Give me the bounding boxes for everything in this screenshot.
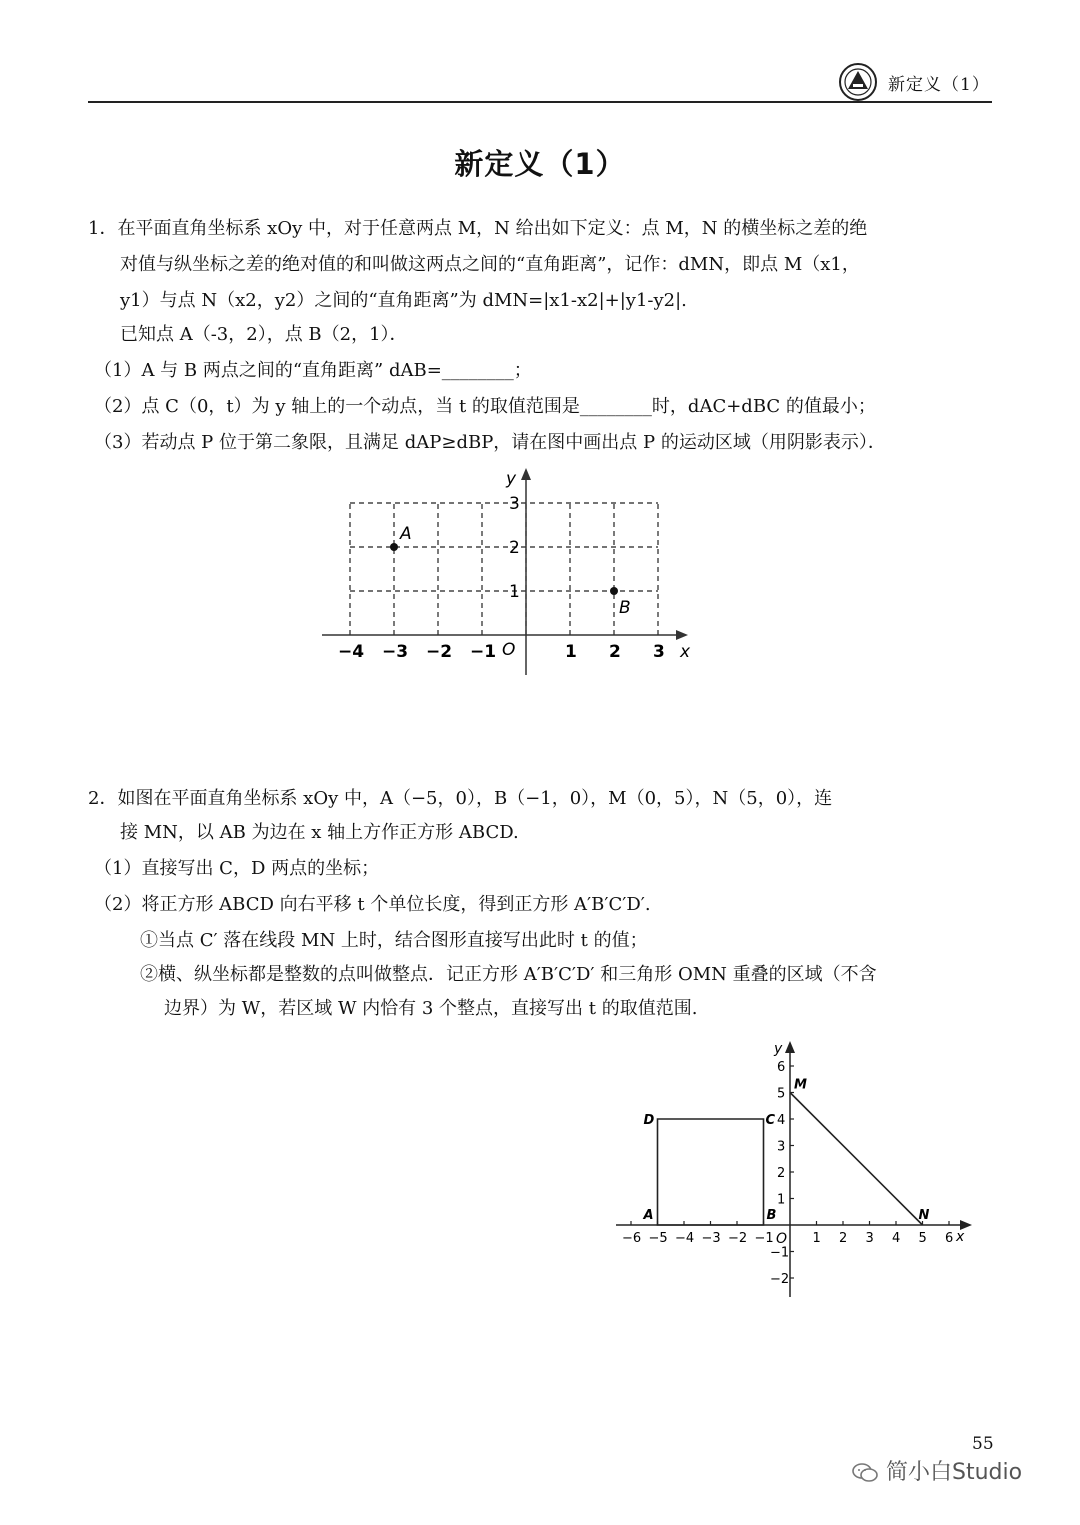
problem1-line1: 1．在平面直角坐标系 xOy 中，对于任意两点 M，N 给出如下定义：点 M，N 的横坐标之差的绝: [88, 218, 868, 239]
figure1-y-axis-label: y: [506, 469, 517, 489]
figure1-point-a: [390, 543, 398, 551]
figure1-point-label-a: A: [400, 524, 412, 544]
page-number: 55: [972, 1434, 994, 1454]
problem1-question2: （2）点 C（0，t）为 y 轴上的一个动点，当 t 的取值范围是________时，dAC+dBC 的值最小；: [94, 396, 876, 417]
figure1-y-tick-label: 1: [509, 582, 520, 602]
school-logo: [838, 62, 878, 102]
problem2-question2a: ①当点 C′ 落在线段 MN 上时，结合图形直接写出此时 t 的值；: [140, 930, 648, 951]
problem1-line2: 对值与纵坐标之差的绝对值的和叫做这两点之间的“直角距离”，记作：dMN，即点 M（x1，: [120, 254, 860, 275]
figure2-x-tick-label: −5: [648, 1231, 668, 1246]
problem2-question2b-line1: ②横、纵坐标都是整数的点叫做整点．记正方形 A′B′C′D′ 和三角形 OMN 重叠的区域（不含: [140, 964, 877, 985]
watermark-text: 简小白Studio: [886, 1460, 1023, 1485]
figure1-y-tick-label: 3: [509, 494, 520, 514]
figure2-y-tick-label: 1: [777, 1192, 786, 1208]
watermark: [852, 1455, 1022, 1486]
figure2-y-tick-label: −1: [770, 1245, 790, 1261]
figure2-x-tick-label: −1: [754, 1231, 774, 1246]
figure1-point-b: [610, 587, 618, 595]
figure2-point-label-c: C: [765, 1113, 776, 1128]
problem2-question2b-line2: 边界）为 W，若区域 W 内恰有 3 个整点，直接写出 t 的取值范围.: [164, 998, 698, 1019]
figure2-point-label-n: N: [918, 1208, 930, 1223]
figure2-origin-label: O: [776, 1231, 788, 1247]
figure1-x-tick-label: 1: [565, 642, 577, 662]
figure1-x-tick-label: −1: [470, 642, 497, 662]
figure2-y-tick-label: 2: [777, 1166, 786, 1181]
header-divider: [88, 101, 992, 103]
figure2-y-tick-label: 4: [777, 1113, 786, 1128]
problem1-line4: 已知点 A（-3，2），点 B（2，1）．: [120, 324, 408, 345]
figure2-x-tick-label: −6: [622, 1231, 642, 1246]
figure2-x-tick-label: −4: [675, 1231, 695, 1246]
figure2-x-tick-label: 1: [812, 1231, 821, 1246]
figure1-coordinate-grid: [310, 460, 710, 685]
figure2-x-axis-label: x: [956, 1229, 965, 1245]
problem2-question2: （2）将正方形 ABCD 向右平移 t 个单位长度，得到正方形 A′B′C′D′.: [94, 894, 651, 915]
figure1-x-tick-label: −3: [382, 642, 409, 662]
problem1-line3: y1）与点 N（x2，y2）之间的“直角距离”为 dMN=|x1-x2|+|y1-y2|.: [120, 290, 687, 311]
header-section-title: 新定义（1）: [888, 75, 990, 95]
figure2-point-label-b: B: [766, 1208, 777, 1223]
figure2-x-tick-label: 4: [892, 1231, 901, 1246]
figure2-y-tick-label: 6: [777, 1060, 786, 1075]
figure1-x-arrow-icon: [676, 630, 688, 640]
figure1-x-tick-label: −4: [338, 642, 365, 662]
figure1-origin-label: O: [502, 640, 516, 660]
figure1-point-label-b: B: [619, 598, 631, 618]
problem2-line1: 2．如图在平面直角坐标系 xOy 中，A（−5，0），B（−1，0），M（0，5），N（5，0），连: [88, 788, 833, 809]
figure2-x-tick-label: 5: [918, 1231, 927, 1246]
figure2-y-tick-label: −2: [770, 1272, 790, 1287]
wechat-icon: [852, 1463, 878, 1483]
figure2-point-label-d: D: [643, 1113, 655, 1128]
figure2-x-tick-label: 2: [839, 1231, 848, 1246]
figure2-square-abcd: [658, 1119, 764, 1225]
figure2-point-label-m: M: [794, 1077, 807, 1093]
figure2-y-tick-label: 3: [777, 1139, 786, 1155]
figure1-x-tick-label: 2: [609, 642, 621, 662]
figure2-coordinate-plane: [608, 1035, 988, 1305]
figure2-segment-mn: [790, 1093, 923, 1226]
figure1-y-arrow-icon: [521, 468, 531, 480]
figure2-x-tick-label: −2: [728, 1231, 748, 1246]
figure2-y-arrow-icon: [785, 1041, 795, 1053]
problem2-line2: 接 MN，以 AB 为边在 x 轴上方作正方形 ABCD.: [120, 822, 519, 843]
figure1-x-tick-label: −2: [426, 642, 453, 662]
figure1-x-tick-label: 3: [653, 642, 665, 662]
figure2-y-tick-label: 5: [777, 1086, 786, 1102]
problem2-question1: （1）直接写出 C，D 两点的坐标；: [94, 858, 380, 879]
figure2-x-tick-label: 3: [865, 1231, 874, 1246]
figure2-x-tick-label: −3: [701, 1231, 721, 1246]
figure2-y-axis-label: y: [774, 1041, 783, 1057]
figure1-x-axis-label: x: [680, 642, 691, 662]
page-title: 新定义（1）: [454, 147, 626, 181]
figure1-y-tick-label: 2: [509, 538, 520, 558]
figure2-point-label-a: A: [643, 1208, 654, 1223]
problem1-question1: （1）A 与 B 两点之间的“直角距离” dAB=________；: [94, 360, 532, 381]
figure2-x-tick-label: 6: [945, 1231, 954, 1246]
problem1-question3: （3）若动点 P 位于第二象限，且满足 dAP≥dBP，请在图中画出点 P 的运动区域（用阴影表示）．: [94, 432, 886, 453]
